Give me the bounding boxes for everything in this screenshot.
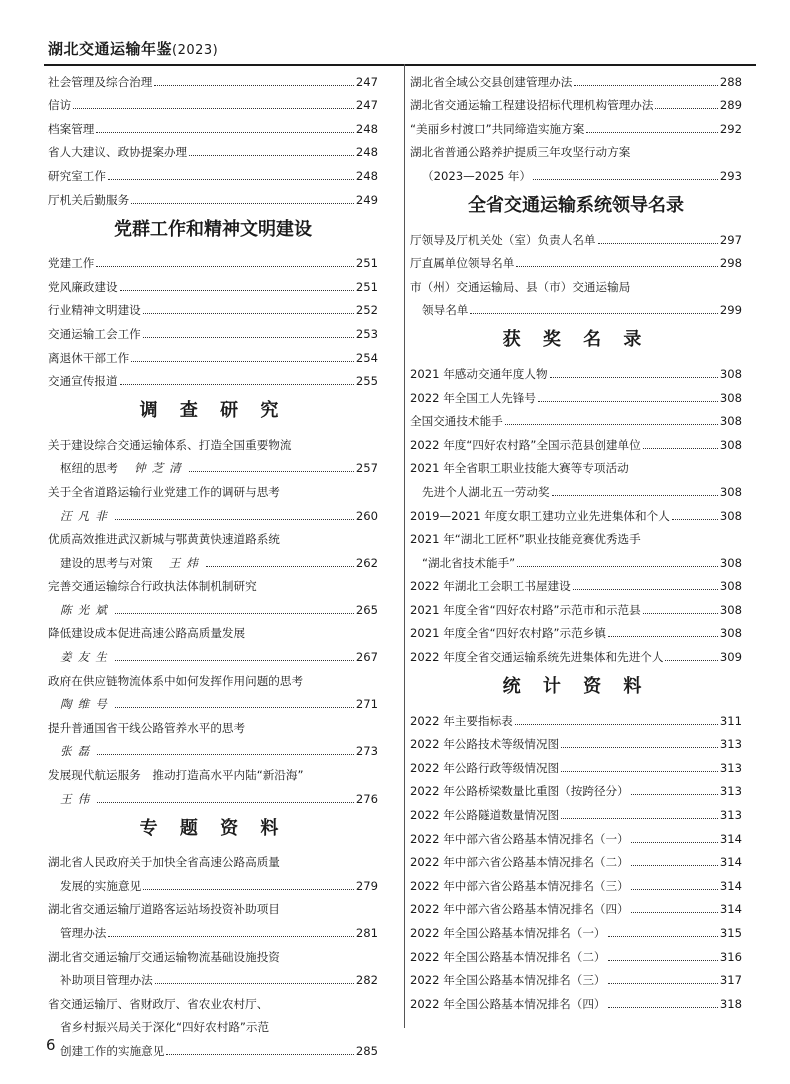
leader-dots xyxy=(631,912,718,913)
toc-entry[interactable] xyxy=(410,965,742,989)
right-top-entries xyxy=(410,66,742,184)
toc-entry-title: 厅机关后勤服务 xyxy=(48,192,130,207)
toc-entry[interactable] xyxy=(410,870,742,894)
toc-entry[interactable] xyxy=(48,965,378,989)
toc-entry[interactable] xyxy=(410,524,742,548)
toc-entry[interactable] xyxy=(410,941,742,965)
toc-entry[interactable] xyxy=(48,248,378,272)
toc-entry-title: 湖北省全域公交县创建管理办法 xyxy=(410,74,573,89)
toc-entry-page: 313 xyxy=(719,737,742,752)
toc-entry-title: 2021 年度全省“四好农村路”示范市和示范县 xyxy=(410,602,641,617)
toc-entry-page: 254 xyxy=(355,350,378,365)
toc-entry-page: 252 xyxy=(355,303,378,318)
toc-entry-page: 313 xyxy=(719,784,742,799)
toc-entry-page: 251 xyxy=(355,279,378,294)
toc-entry-page: 293 xyxy=(719,168,742,183)
toc-entry[interactable] xyxy=(48,941,378,965)
toc-entry-page: 251 xyxy=(355,256,378,271)
toc-entry[interactable] xyxy=(48,476,378,500)
section-heading-awards: 获 奖 名 录 xyxy=(502,329,650,351)
toc-entry-page: 298 xyxy=(719,256,742,271)
leader-dots xyxy=(598,243,718,244)
statistics-entries xyxy=(410,705,742,1012)
toc-entry-title: 厅直属单位领导名单 xyxy=(410,256,515,271)
leader-dots xyxy=(189,471,354,472)
leader-dots xyxy=(154,85,354,86)
toc-entry-title: 先进个人湖北五一劳动奖 xyxy=(422,484,550,499)
leader-dots xyxy=(643,448,718,449)
toc-entry-title: 厅领导及厅机关处（室）负责人名单 xyxy=(410,232,596,247)
toc-entry[interactable] xyxy=(410,547,742,571)
toc-entry-title: 省乡村振兴局关于深化“四好农村路”示范 xyxy=(60,1020,270,1035)
leader-dots xyxy=(115,660,354,661)
toc-entry[interactable] xyxy=(410,382,742,406)
toc-entry-title: 2022 年湖北工会职工书屋建设 xyxy=(410,579,571,594)
toc-entry[interactable] xyxy=(48,1012,378,1036)
section-heading-statistics: 统 计 资 料 xyxy=(502,676,650,698)
toc-entry[interactable] xyxy=(410,618,742,642)
toc-entry[interactable] xyxy=(410,429,742,453)
leader-dots xyxy=(470,313,717,314)
toc-entry[interactable] xyxy=(410,847,742,871)
toc-entry-title: 2022 年中部六省公路基本情况排名（四） xyxy=(410,902,629,917)
toc-entry-title: 湖北省交通运输工程建设招标代理机构管理办法 xyxy=(410,98,654,113)
toc-entry-page: 315 xyxy=(719,926,742,940)
toc-entry-title: 2019—2021 年度女职工建功立业先进集体和个人 xyxy=(410,508,670,523)
toc-entry[interactable] xyxy=(410,90,742,114)
toc-entry-title: 档案管理 xyxy=(48,121,95,136)
leader-dots xyxy=(631,889,718,890)
toc-entry-title: 创建工作的实施意见 xyxy=(60,1043,165,1058)
toc-entry-page: 248 xyxy=(355,121,378,136)
toc-entry[interactable] xyxy=(48,894,378,918)
toc-entry-page: 292 xyxy=(719,121,742,136)
toc-entry-page: 271 xyxy=(355,697,378,712)
toc-entry-title: 湖北省交通运输厅道路客运站场投资补助项目 xyxy=(48,902,280,917)
running-header xyxy=(44,34,756,66)
leader-dots xyxy=(189,155,354,156)
toc-entry-page: 248 xyxy=(355,168,378,183)
toc-entry-page: 314 xyxy=(719,855,742,870)
toc-entry-title: 建设的思考与对策 xyxy=(60,555,153,570)
leader-dots xyxy=(550,377,718,378)
toc-entry-title: 湖北省人民政府关于加快全省高速公路高质量 xyxy=(48,855,280,870)
leader-dots xyxy=(665,660,717,661)
leader-dots xyxy=(97,802,354,803)
toc-entry-page: 273 xyxy=(355,744,378,759)
toc-entry[interactable] xyxy=(48,594,378,618)
toc-entry[interactable] xyxy=(48,184,378,208)
toc-entry-page: 281 xyxy=(355,926,378,940)
toc-entry[interactable] xyxy=(48,66,378,90)
toc-entry[interactable] xyxy=(48,917,378,941)
toc-entry-author: 姜友生 xyxy=(60,650,113,665)
toc-entry-title: 补助项目管理办法 xyxy=(60,973,153,988)
leader-dots xyxy=(608,983,718,984)
toc-entry-title: 2022 年公路隧道数量情况图 xyxy=(410,808,560,823)
toc-entry-page: 285 xyxy=(355,1043,378,1058)
toc-right-column xyxy=(410,66,742,1012)
toc-entry[interactable] xyxy=(48,137,378,161)
toc-entry-author: 王炜 xyxy=(168,555,204,570)
toc-entry[interactable] xyxy=(48,524,378,548)
toc-entry-title: 2021 年度全省“四好农村路”示范乡镇 xyxy=(410,626,606,641)
toc-entry-title: 信访 xyxy=(48,98,72,113)
toc-entry-title: （2023—2025 年） xyxy=(422,168,532,183)
leader-dots xyxy=(120,384,354,385)
toc-entry-author: 陶维号 xyxy=(60,697,113,712)
toc-entry-page: 247 xyxy=(355,98,378,113)
toc-entry-page: 308 xyxy=(719,579,742,594)
leader-dots xyxy=(517,566,718,567)
toc-entry[interactable] xyxy=(410,224,742,248)
toc-entry-title: 交通宣传报道 xyxy=(48,374,118,389)
toc-entry-title: 省交通运输厅、省财政厅、省农业农村厅、 xyxy=(48,996,269,1011)
toc-entry-page: 308 xyxy=(719,437,742,452)
toc-entry-title: 2022 年中部六省公路基本情况排名（二） xyxy=(410,855,629,870)
toc-entry-title: 2022 年中部六省公路基本情况排名（一） xyxy=(410,831,629,846)
leader-dots xyxy=(166,1054,354,1055)
leader-dots xyxy=(143,337,354,338)
toc-entry-page: 279 xyxy=(355,878,378,893)
leader-dots xyxy=(608,636,718,637)
toc-entry[interactable] xyxy=(48,90,378,114)
toc-entry-page: 265 xyxy=(355,602,378,617)
toc-entry[interactable] xyxy=(48,1035,378,1059)
toc-entry[interactable] xyxy=(48,736,378,760)
toc-entry-page: 247 xyxy=(355,74,378,89)
awards-entries xyxy=(410,358,742,665)
leader-dots xyxy=(561,771,718,772)
toc-entry[interactable] xyxy=(410,823,742,847)
leader-dots xyxy=(561,747,718,748)
leader-dots xyxy=(672,519,718,520)
toc-entry-title: 湖北省普通公路养护提质三年攻坚行动方案 xyxy=(410,145,631,160)
toc-entry-page: 288 xyxy=(719,74,742,89)
toc-entry-title: 完善交通运输综合行政执法体制机制研究 xyxy=(48,579,257,594)
toc-entry[interactable] xyxy=(410,776,742,800)
toc-entry-title: 全国交通技术能手 xyxy=(410,414,503,429)
toc-entry[interactable] xyxy=(48,271,378,295)
toc-entry-author: 王伟 xyxy=(60,791,96,806)
leader-dots xyxy=(115,519,354,520)
leader-dots xyxy=(631,794,718,795)
toc-entry-title: 优质高效推进武汉新城与鄂黄黄快速道路系统 xyxy=(48,532,280,547)
toc-left-column xyxy=(48,66,378,1059)
leader-dots xyxy=(115,707,354,708)
leader-dots xyxy=(73,108,354,109)
party-work-entries xyxy=(48,248,378,390)
toc-entry[interactable] xyxy=(410,113,742,137)
leader-dots xyxy=(97,754,354,755)
toc-entry-page: 257 xyxy=(355,461,378,476)
toc-entry-page: 248 xyxy=(355,145,378,160)
toc-entry[interactable] xyxy=(48,641,378,665)
toc-entry[interactable] xyxy=(48,759,378,783)
leader-dots xyxy=(143,889,354,890)
toc-entry-title: 2021 年感动交通年度人物 xyxy=(410,366,548,381)
toc-entry-page: 308 xyxy=(719,602,742,617)
toc-entry-title: 2022 年主要指标表 xyxy=(410,713,513,728)
leader-dots xyxy=(131,203,354,204)
toc-entry-page: 308 xyxy=(719,555,742,570)
toc-entry-title: 行业精神文明建设 xyxy=(48,303,141,318)
toc-entry-title: “湖北省技术能手” xyxy=(422,555,516,570)
toc-entry[interactable] xyxy=(48,547,378,571)
toc-entry-title: 发展现代航运服务 推动打造高水平内陆“新沿海” xyxy=(48,768,304,783)
toc-entry[interactable] xyxy=(410,571,742,595)
toc-entry[interactable] xyxy=(410,729,742,753)
toc-entry-title: 2022 年公路行政等级情况图 xyxy=(410,760,560,775)
toc-entry-title: 发展的实施意见 xyxy=(60,878,142,893)
page-number: 6 xyxy=(46,1036,56,1054)
column-divider xyxy=(404,64,405,1028)
toc-entry-title: 交通运输工会工作 xyxy=(48,326,141,341)
toc-entry-title: 2022 年全国公路基本情况排名（二） xyxy=(410,949,606,964)
toc-entry[interactable] xyxy=(48,342,378,366)
toc-entry[interactable] xyxy=(48,366,378,390)
toc-entry-title: 党建工作 xyxy=(48,256,95,271)
toc-entry[interactable] xyxy=(410,248,742,272)
leader-dots xyxy=(515,724,718,725)
toc-entry-title: 研究室工作 xyxy=(48,168,106,183)
leader-dots xyxy=(631,842,718,843)
toc-entry-page: 299 xyxy=(719,303,742,318)
left-top-entries xyxy=(48,66,378,208)
toc-entry-title: 2022 年全国公路基本情况排名（三） xyxy=(410,973,606,988)
research-entries xyxy=(48,429,378,807)
toc-entry[interactable] xyxy=(410,476,742,500)
leader-dots xyxy=(552,495,718,496)
toc-entry-title: 枢纽的思考 xyxy=(60,461,118,476)
toc-entry[interactable] xyxy=(410,988,742,1012)
toc-entry-page: 255 xyxy=(355,374,378,389)
toc-entry[interactable] xyxy=(48,113,378,137)
toc-entry-page: 267 xyxy=(355,650,378,665)
toc-entry-title: 2022 年公路桥梁数量比重图（按跨径分） xyxy=(410,784,629,799)
toc-entry[interactable] xyxy=(48,500,378,524)
leader-dots xyxy=(608,960,718,961)
toc-entry-page: 316 xyxy=(719,949,742,964)
toc-entry-title: 领导名单 xyxy=(422,303,469,318)
toc-entry[interactable] xyxy=(48,712,378,736)
toc-entry-title: 政府在供应链物流体系中如何发挥作用问题的思考 xyxy=(48,673,304,688)
toc-entry[interactable] xyxy=(410,641,742,665)
toc-entry[interactable] xyxy=(410,894,742,918)
leader-dots xyxy=(538,401,718,402)
toc-entry-page: 317 xyxy=(719,973,742,988)
toc-entry[interactable] xyxy=(410,271,742,295)
toc-entry-title: 市（州）交通运输局、县（市）交通运输局 xyxy=(410,279,631,294)
toc-entry-title: 2022 年全国公路基本情况排名（四） xyxy=(410,996,606,1011)
leader-dots xyxy=(108,179,354,180)
toc-entry-page: 313 xyxy=(719,760,742,775)
toc-entry-page: 249 xyxy=(355,192,378,207)
toc-entry[interactable] xyxy=(410,160,742,184)
yearbook-name: 湖北交通运输年鉴 xyxy=(48,40,173,58)
toc-entry-author: 张磊 xyxy=(60,744,96,759)
leader-dots xyxy=(655,108,717,109)
toc-entry[interactable] xyxy=(410,295,742,319)
yearbook-title xyxy=(48,38,218,59)
section-heading-research: 调 查 研 究 xyxy=(139,400,287,422)
toc-entry-author: 钟芝清 xyxy=(133,461,187,476)
leader-dots xyxy=(96,266,353,267)
leader-dots xyxy=(206,566,354,567)
toc-entry-title: 2021 年“湖北工匠杯”职业技能竞赛优秀选手 xyxy=(410,532,641,547)
leader-dots xyxy=(108,936,353,937)
toc-entry[interactable] xyxy=(48,571,378,595)
toc-entry-page: 276 xyxy=(355,791,378,806)
leader-dots xyxy=(643,613,718,614)
toc-entry-title: 2022 年全国工人先锋号 xyxy=(410,390,536,405)
toc-entry[interactable] xyxy=(410,500,742,524)
toc-entry[interactable] xyxy=(48,295,378,319)
leader-dots xyxy=(608,1007,718,1008)
toc-entry-title: 2022 年公路技术等级情况图 xyxy=(410,737,560,752)
toc-entry-page: 308 xyxy=(719,366,742,381)
toc-entry[interactable] xyxy=(410,358,742,382)
toc-entry-title: “美丽乡村渡口”共同缔造实施方案 xyxy=(410,121,585,136)
toc-entry[interactable] xyxy=(48,453,378,477)
toc-entry[interactable] xyxy=(410,453,742,477)
section-heading-party-work: 党群工作和精神文明建设 xyxy=(114,218,312,240)
leader-dots xyxy=(120,290,354,291)
toc-entry-page: 308 xyxy=(719,626,742,641)
toc-entry[interactable] xyxy=(410,799,742,823)
toc-entry-title: 管理办法 xyxy=(60,926,107,940)
leader-dots xyxy=(115,613,354,614)
yearbook-year: (2023) xyxy=(172,43,219,58)
toc-entry-title: 湖北省交通运输厅交通运输物流基础设施投资 xyxy=(48,949,280,964)
toc-entry-author: 汪凡非 xyxy=(60,508,113,523)
toc-entry[interactable] xyxy=(410,137,742,161)
toc-entry-page: 297 xyxy=(719,232,742,247)
toc-entry-title: 离退休干部工作 xyxy=(48,350,130,365)
toc-entry-title: 2022 年度“四好农村路”全国示范县创建单位 xyxy=(410,437,641,452)
leaders-directory-entries xyxy=(410,224,742,318)
toc-entry-page: 309 xyxy=(719,650,742,665)
toc-entry-title: 2021 年全省职工职业技能大赛等专项活动 xyxy=(410,461,629,476)
toc-entry[interactable] xyxy=(410,752,742,776)
toc-entry-title: 党风廉政建设 xyxy=(48,279,118,294)
toc-entry-page: 308 xyxy=(719,508,742,523)
toc-entry-page: 289 xyxy=(719,98,742,113)
toc-entry[interactable] xyxy=(48,783,378,807)
leader-dots xyxy=(143,313,354,314)
toc-entry-page: 262 xyxy=(355,555,378,570)
leader-dots xyxy=(533,179,718,180)
toc-entry-title: 降低建设成本促进高速公路高质量发展 xyxy=(48,626,246,641)
toc-entry[interactable] xyxy=(410,705,742,729)
leader-dots xyxy=(586,132,718,133)
toc-entry[interactable] xyxy=(48,870,378,894)
leader-dots xyxy=(155,983,354,984)
leader-dots xyxy=(516,266,718,267)
toc-entry-title: 提升普通国省干线公路管养水平的思考 xyxy=(48,720,246,735)
toc-entry-title: 2022 年中部六省公路基本情况排名（三） xyxy=(410,878,629,893)
toc-entry-page: 314 xyxy=(719,878,742,893)
toc-entry[interactable] xyxy=(48,618,378,642)
toc-entry[interactable] xyxy=(48,318,378,342)
toc-entry-page: 308 xyxy=(719,414,742,429)
toc-entry[interactable] xyxy=(48,429,378,453)
toc-entry[interactable] xyxy=(410,406,742,430)
special-materials-entries xyxy=(48,847,378,1059)
toc-entry[interactable] xyxy=(48,988,378,1012)
toc-entry-page: 318 xyxy=(719,996,742,1011)
toc-entry-page: 253 xyxy=(355,326,378,341)
toc-entry[interactable] xyxy=(410,917,742,941)
leader-dots xyxy=(505,424,718,425)
toc-entry[interactable] xyxy=(410,594,742,618)
section-heading-special-materials: 专 题 资 料 xyxy=(139,817,287,839)
toc-entry-title: 2022 年全国公路基本情况排名（一） xyxy=(410,926,606,940)
toc-entry-title: 关于建设综合交通运输体系、打造全国重要物流 xyxy=(48,437,292,452)
toc-entry-title: 社会管理及综合治理 xyxy=(48,74,153,89)
leader-dots xyxy=(608,936,718,937)
leader-dots xyxy=(631,865,718,866)
leader-dots xyxy=(561,818,718,819)
toc-entry[interactable] xyxy=(48,847,378,871)
toc-entry-page: 314 xyxy=(719,902,742,917)
toc-entry-page: 260 xyxy=(355,508,378,523)
toc-entry-page: 282 xyxy=(355,973,378,988)
toc-entry[interactable] xyxy=(48,665,378,689)
toc-entry-title: 省人大建议、政协提案办理 xyxy=(48,145,188,160)
toc-entry[interactable] xyxy=(410,66,742,90)
toc-entry-page: 313 xyxy=(719,808,742,823)
section-heading-leaders-directory: 全省交通运输系统领导名录 xyxy=(468,194,684,216)
leader-dots xyxy=(573,589,718,590)
leader-dots xyxy=(131,361,354,362)
leader-dots xyxy=(574,85,718,86)
toc-entry-page: 314 xyxy=(719,831,742,846)
toc-entry[interactable] xyxy=(48,689,378,713)
toc-entry-title: 2022 年度全省交通运输系统先进集体和先进个人 xyxy=(410,650,664,665)
toc-entry-page: 308 xyxy=(719,390,742,405)
toc-entry-page: 311 xyxy=(719,713,742,728)
toc-entry[interactable] xyxy=(48,160,378,184)
toc-entry-title: 关于全省道路运输行业党建工作的调研与思考 xyxy=(48,484,280,499)
leader-dots xyxy=(96,132,353,133)
toc-entry-page: 308 xyxy=(719,484,742,499)
toc-entry-author: 陈光斌 xyxy=(60,602,113,617)
